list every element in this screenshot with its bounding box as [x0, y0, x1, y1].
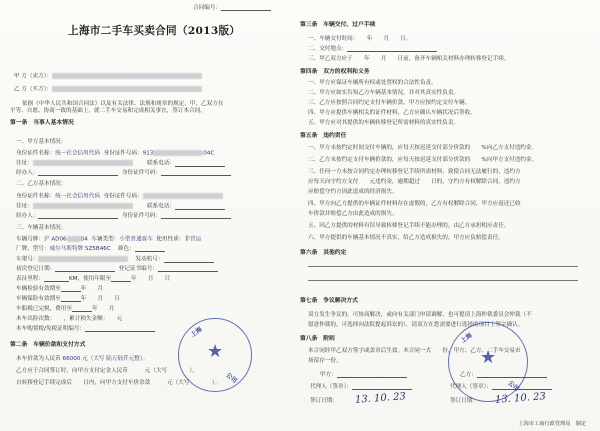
insurance-date: 年 月 日 — [80, 296, 120, 302]
reg-cert-blank — [158, 266, 218, 272]
id-number-prefix: 913 — [142, 150, 154, 157]
engine-blank — [164, 257, 214, 263]
sign-date-a — [310, 398, 338, 404]
other-terms-line-2 — [308, 280, 578, 281]
odometer-label: 表征里程： — [16, 276, 44, 282]
agent-b-blank — [38, 213, 118, 219]
purchase-tax-label: 本车购置税/免税证明编号： — [16, 326, 86, 332]
s7-text-2: 愿意仲裁的，可选择向法院提起诉讼的），请双方在您需要进行选择的项目上签字确认。 — [308, 322, 524, 328]
address-label-b: 住址： — [16, 203, 33, 210]
color-label: 颜色： — [117, 246, 135, 252]
sign-date-a-label: 签订日期： — [310, 398, 338, 404]
purchase-tax-blank — [85, 326, 155, 332]
tax-blank — [72, 306, 92, 312]
vin-redacted — [38, 256, 128, 262]
party-b-address-row — [16, 203, 225, 210]
sign-party-a-label: 甲方： — [320, 372, 337, 378]
preamble-2: 平等、自愿、协商一致的基础上，就二手车交易和完成相关事宜，签订本合同。 — [10, 108, 206, 114]
vehicle-type-label: 车辆类型： — [91, 236, 120, 243]
sign-agent-a — [310, 384, 412, 390]
s3-item-2 — [308, 46, 437, 52]
s4-item-4: 四、甲方应提供车辆相关的证件材料，乙方应确认车辆状况后签收。 — [308, 110, 476, 116]
vehicle-info-title: 三、车辆基本情况： — [16, 225, 67, 231]
agent-blank — [38, 170, 118, 176]
s5-item-6: 六、甲方提供的车辆基本情况不真实，给乙方造成损失的，甲方应负赔偿责任。 — [308, 235, 504, 241]
party-a-id-row — [16, 150, 214, 157]
insurance-row — [16, 296, 120, 302]
price-upper: 陆万陆仟元整 — [106, 356, 140, 362]
s4-item-1: 一、甲方应保证车辆所有权或处置权的合法性负责。 — [308, 80, 437, 86]
contact-blank — [175, 161, 225, 167]
plate-redacted — [67, 236, 81, 242]
agent-id-b-blank — [161, 213, 231, 219]
balance-row: 自转移登记手续完成后 日内，向甲方支付车价余款 元（大写 ）。 — [16, 380, 221, 386]
section-1-title: 第一条 当事人基本情况 — [10, 120, 74, 126]
price-row — [16, 356, 148, 362]
contact-b-blank — [175, 204, 225, 210]
reg-date-label: 初次登记日期： — [16, 266, 56, 272]
odometer-unit: KM，使用年限至 — [68, 276, 112, 282]
s5-item-3b: 应每天向守约方支付 元违约金，逾期超过 日的，守约方有权解除合同，违约方 — [308, 179, 521, 185]
section-8-title: 第八条 附则 — [300, 336, 335, 342]
handwritten-date-b: 13. 10. 23 — [494, 391, 547, 406]
party-a-info-title: 一、甲方基本情况： — [16, 139, 67, 145]
accident-row: 本车出险次数： ，累计损失金额： 元 — [16, 316, 123, 322]
plate-value: 沪 AD06 — [43, 236, 67, 243]
sign-party-a — [320, 372, 407, 378]
address-b-redacted — [33, 203, 133, 209]
s8-text-2: 场留存一份。 — [308, 358, 342, 364]
section-2-title: 第二条 车辆价款和支付方式 — [10, 342, 86, 348]
inspection-label: 车辆检验有效期至 — [16, 286, 61, 292]
delivery-place-label: 二、交付地点： — [308, 46, 348, 52]
agent-id-blank — [161, 170, 231, 176]
party-b-info-title: 二、乙方基本情况： — [16, 181, 67, 187]
plate-suffix: 04 — [80, 236, 88, 243]
tax-date: 年 月 — [91, 306, 115, 312]
address-label: 住址： — [16, 160, 33, 167]
s5-item-3c: 应赔偿守约方因此造成的经济损失。 — [308, 189, 398, 195]
agent-id-label: 身份证件号码： — [121, 170, 162, 176]
s5-item-2: 二、乙方未按约定支付车辆价款的，应每天按迟延支付部分价款的 %向甲方支付违约金。 — [308, 157, 538, 163]
vin-label: 车架号： — [16, 256, 39, 263]
agent-label-b: 经办人： — [16, 213, 39, 219]
id-number-suffix: 04C — [203, 150, 215, 157]
reg-cert-label: 登记证书编号： — [118, 266, 158, 272]
s5-item-3: 三、任何一方未按合同约定办理转移登记手续所需材料，致使合同无法履行的，违约方 — [308, 169, 521, 175]
agent-id-label-b: 身份证件号码： — [121, 213, 162, 219]
vehicle-vin-row — [16, 256, 214, 263]
document-title: 上海市二手车买卖合同（2013版） — [68, 25, 241, 37]
price-value: 66000 — [62, 356, 81, 362]
sign-date-b-label: 签订日期： — [450, 398, 478, 404]
inspection-row — [16, 286, 103, 292]
contract-number-label: 合同编号： — [193, 5, 221, 11]
party-a-address-row — [16, 160, 225, 167]
s4-item-2: 二、甲方应如实告知乙方车辆基本情况，并对其真实性负责。 — [308, 90, 460, 96]
sign-party-a-blank — [337, 372, 407, 378]
insurance-blank — [61, 296, 81, 302]
section-7-title: 第七条 争议解决方式 — [300, 298, 358, 304]
brand-label: 厂牌、型号： — [16, 246, 50, 252]
id-number-label: 身份证件号码： — [103, 150, 143, 157]
handwritten-date-a: 13. 10. 23 — [354, 391, 407, 406]
usage-date: 年 月 日 — [131, 276, 171, 282]
s7-text-1: 双方发生争议的，可协商解决，或向有关部门申请调解，也可提请上海仲裁委员会仲裁（不 — [308, 312, 532, 318]
brand-value: 威尔马斯特牌 SZ5B46C — [49, 246, 111, 252]
reg-date-blank — [55, 266, 115, 272]
seal-text-left-2: 公司 — [224, 371, 239, 385]
seal-star-icon-right: ★ — [480, 347, 497, 368]
seal-text-left: 上海 — [189, 326, 204, 339]
s3-item-1: 一、车辆交付时间： 年 月 日。 — [308, 36, 412, 42]
seal-text-right-2: 公司 — [506, 379, 521, 393]
s8-text-1: 本合同经甲乙双方签字或盖章后生效。本合同一式 份，甲方、乙方、二手车交易市 — [308, 348, 521, 354]
party-a-redacted — [52, 73, 202, 79]
party-b-line — [14, 86, 202, 93]
party-b-redacted — [52, 86, 202, 92]
party-a-agent-row — [16, 170, 231, 176]
usage-value: 非营运 — [184, 236, 202, 243]
contact-label: 联系电话： — [147, 160, 176, 167]
odometer-blank — [44, 276, 69, 282]
party-a-label: 甲 方（卖方）： — [14, 73, 53, 80]
s5-item-5: 五、因乙方提供的材料有误导致转移登记手续不能办理的，由乙方承担相应责任。 — [308, 223, 510, 229]
section-6-title: 第六条 其他约定 — [300, 250, 347, 256]
contract-number — [193, 5, 271, 11]
s4-item-3: 三、乙方应按照合同约定支付车辆价款，甲方应按约定交付车辆。 — [308, 100, 471, 106]
id-type-value: 统一社会信用代码 — [55, 150, 100, 157]
id-type-label: 身份证件名称： — [16, 150, 56, 157]
s3-item-3: 三、甲乙双方应于 年 月 日前，备齐车辆相关材料办理转移登记手续。 — [308, 56, 510, 62]
contact-label-b: 联系电话： — [147, 203, 176, 210]
sign-agent-a-label: 代理人（签章）： — [310, 384, 352, 390]
sign-agent-a-blank — [352, 384, 412, 390]
id-number-redacted — [153, 150, 203, 156]
color-blank — [135, 246, 165, 252]
agent-label: 经办人： — [16, 170, 39, 176]
price-end: ）。 — [139, 356, 149, 362]
id-type-value-b: 统一社会信用代码 — [55, 193, 100, 200]
party-b-agent-row — [16, 213, 231, 219]
deposit-row: 乙方应于合同签订时，向甲方支付定金人民币 元（大写 ）。 — [16, 368, 198, 374]
vehicle-brand-row — [16, 246, 165, 252]
sign-party-b-label: 乙方： — [460, 372, 477, 378]
s5-item-4: 四、甲方向乙方提供的车辆证件材料存在虚假的，乙方有权解除合同，甲方应返还已收 — [308, 201, 521, 207]
odometer-row — [16, 276, 170, 282]
s4-item-5: 五、甲方应对其提供的车辆转移登记所需材料的真实性负责。 — [308, 120, 460, 126]
section-5-title: 第五条 违约责任 — [300, 133, 347, 139]
vehicle-reg-row — [16, 266, 218, 272]
party-b-label: 乙 方（买方）： — [14, 86, 53, 93]
id-type-label-b: 身份证件名称： — [16, 193, 56, 200]
issuer-footer: 上海市工商行政管理局 制定 — [518, 420, 586, 427]
usage-year-blank — [111, 276, 131, 282]
left-column — [8, 0, 292, 431]
preamble-1: 依据《中华人民共和国合同法》以及有关法律、法规和规章的规定，甲、乙双方在 — [22, 101, 224, 107]
vehicle-type-value: 小型普通客车 — [119, 236, 153, 243]
vehicle-plate-row — [16, 236, 201, 243]
address-redacted — [33, 160, 133, 166]
inspection-blank — [61, 286, 81, 292]
engine-label: 发动机号： — [135, 256, 164, 263]
tax-paid-row — [16, 306, 114, 312]
seal-star-icon: ★ — [207, 341, 224, 362]
party-b-id-row — [16, 193, 223, 200]
usage-label: 使用性质： — [156, 236, 185, 243]
sign-agent-b-label: 代理人（签章）： — [450, 384, 492, 390]
s5-item-1: 一、甲方未按约定时间交付车辆的，应每天按迟延交付部分价款的 %向乙方支付违约金。 — [308, 145, 538, 151]
tax-label: 车船税已完税，费用至 — [16, 306, 72, 312]
id-number-b-redacted — [143, 193, 223, 199]
plate-label: 车辆号牌： — [16, 236, 44, 243]
contract-number-blank — [221, 5, 271, 11]
other-terms-line-1 — [308, 266, 578, 267]
party-a-line — [14, 73, 202, 80]
id-number-label-b: 身份证件号码： — [103, 193, 143, 200]
seal-text-right: 上海 — [459, 332, 474, 345]
section-4-title: 第四条 双方的权利和义务 — [300, 69, 370, 75]
section-3-title: 第三条 车辆交付、过户手续 — [300, 22, 376, 28]
price-label: 本车价款为人民币 — [16, 356, 61, 362]
right-column — [300, 0, 596, 431]
price-unit: 元（大写 — [82, 356, 105, 362]
delivery-place-blank — [347, 46, 437, 52]
inspection-date: 年 月 — [80, 286, 104, 292]
purchase-tax-row — [16, 326, 155, 332]
s5-item-4b: 车价款并赔偿乙方由此造成的损失。 — [308, 211, 398, 217]
insurance-label: 车辆保险有效期至 — [16, 296, 61, 302]
